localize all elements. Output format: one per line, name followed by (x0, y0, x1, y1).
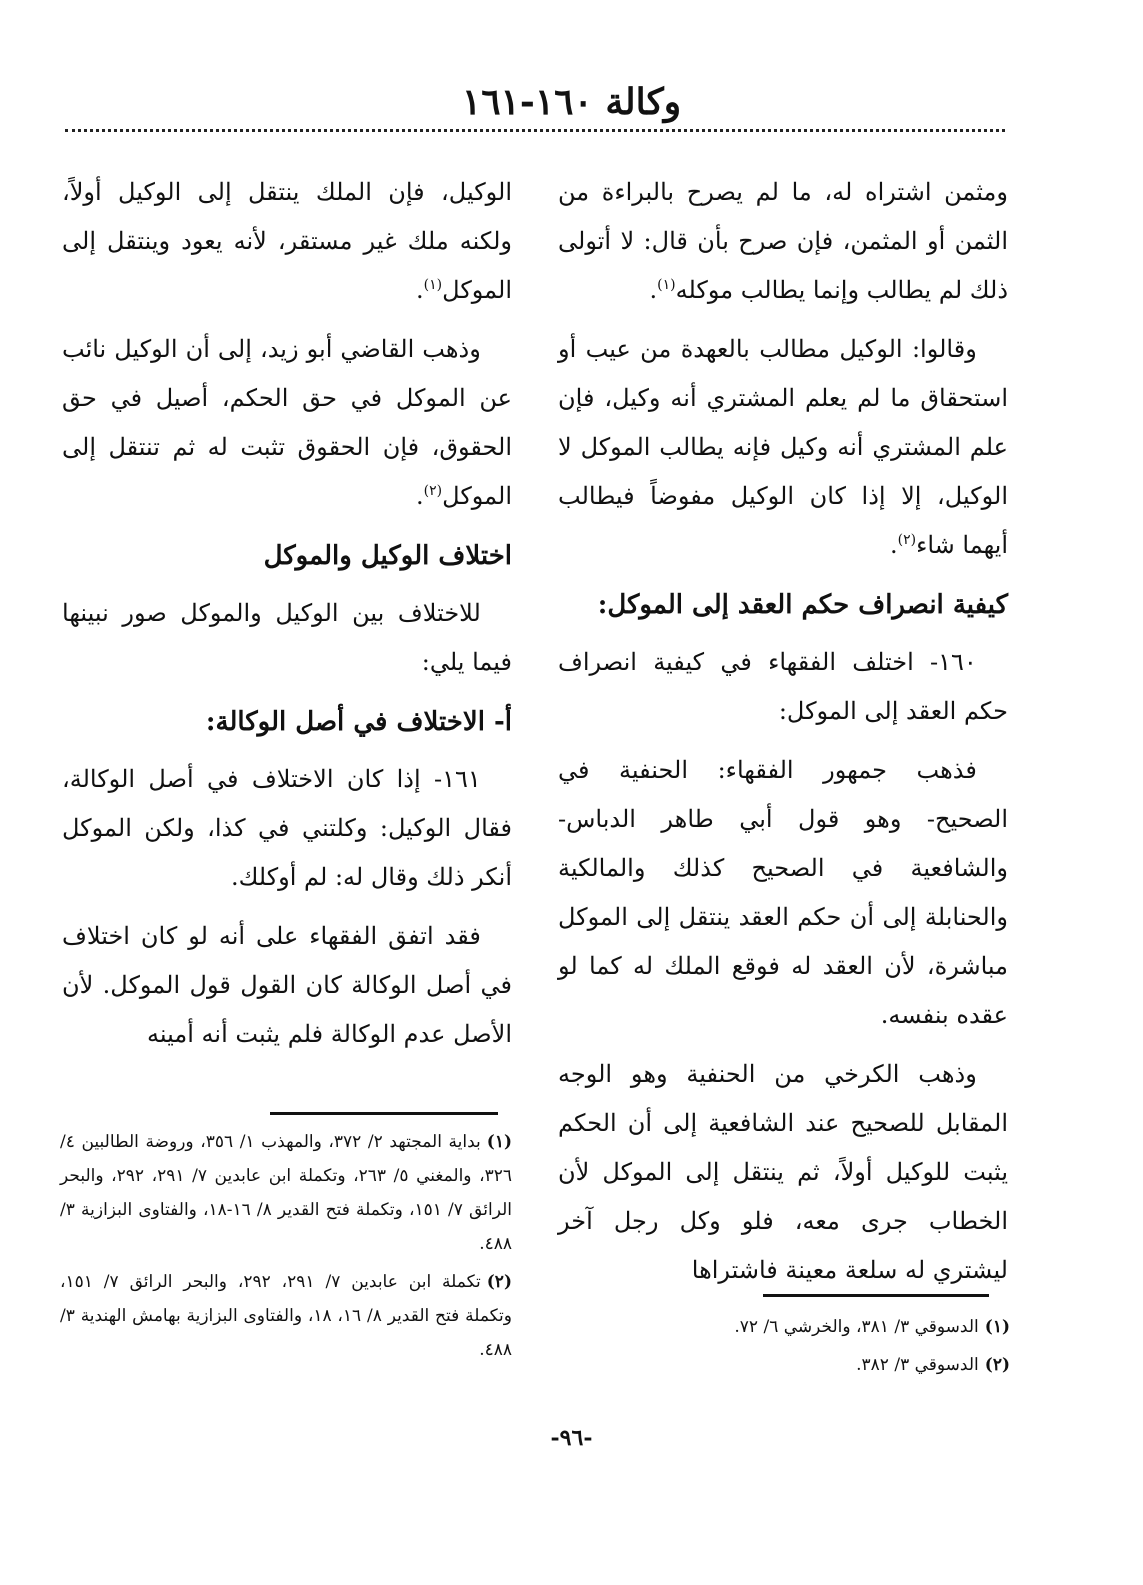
header-dotted-rule (65, 129, 1005, 132)
footnote-separator (270, 1112, 498, 1115)
footnote-number: (١) (486, 1132, 512, 1152)
footnote-text: بداية المجتهد ٢/ ٣٧٢، والمهذب ١/ ٣٥٦، وروضة الطالبين ٤/ ٣٢٦، والمغني ٥/ ٢٦٣، وتكملة ابن عابدين ٧/ ٢٩١، ٢٩٢، والبحر الرائق ٧/ ١٥١، وتكملة فتح القدير ٨/ ١٦-١٨، والفتاوى البزازية ٣/ ٤٨٨. (60, 1132, 512, 1254)
paragraph: للاختلاف بين الوكيل والموكل صور نبينها فيما يلي: (62, 599, 512, 676)
footnote (60, 1125, 512, 1261)
section-heading: كيفية انصراف حكم العقد إلى الموكل: (597, 590, 1008, 620)
footnote-ref: (١) (657, 277, 676, 293)
paragraph: ١٦٠- اختلف الفقهاء في كيفية انصراف حكم العقد إلى الموكل: (558, 648, 1008, 725)
footnote-text: الدسوقي ٣/ ٣٨١، والخرشي ٦/ ٧٢. (734, 1317, 979, 1337)
footnote-ref: (١) (423, 277, 443, 293)
paragraph: فذهب جمهور الفقهاء: الحنفية في الصحيح- وهو قول أبي طاهر الدباس- والشافعية في الصحيح كذلك والمالكية والحنابلة إلى أن حكم العقد ينتقل إلى الموكل مباشرة، لأن العقد له فوقع الملك له كما لو عقده بنفسه. (558, 756, 1008, 1029)
paragraph: ومثمن اشتراه له، ما لم يصرح بالبراءة من الثمن أو المثمن، فإن صرح بأن قال: لا أتولى ذلك لم يطالب وإنما يطالب موكله$^{(١)}$. (558, 178, 1008, 304)
footnote-text: الدسوقي ٣/ ٣٨٢. (856, 1355, 979, 1375)
footnote-ref: (٢) (897, 532, 917, 548)
subsection-heading: أ- الاختلاف في أصل الوكالة: (205, 707, 512, 737)
footnote (560, 1348, 1010, 1382)
paragraph: وقالوا: الوكيل مطالب بالعهدة من عيب أو استحقاق ما لم يعلم المشتري أنه وكيل، فإن علم المشتري أنه وكيل فإنه يطالب الموكل لا الوكيل، إلا إذا كان الوكيل مفوضاً فيطالب أيهما شاء$^{(٢)}$. (558, 335, 1008, 559)
paragraph: وذهب الكرخي من الحنفية وهو الوجه المقابل للصحيح عند الشافعية إلى أن الحكم يثبت للوكيل أولاً، ثم ينتقل إلى الموكل لأن الخطاب جرى معه، فلو وكل رجل آخر ليشتري له سلعة معينة فاشتراها (558, 1060, 1008, 1284)
footnote-text: تكملة ابن عابدين ٧/ ٢٩١، ٢٩٢، والبحر الرائق ٧/ ١٥١، وتكملة فتح القدير ٨/ ١٦، ١٨، والفتاوى البزازية بهامش الهندية ٣/ ٤٨٨. (60, 1272, 512, 1360)
section-heading: اختلاف الوكيل والموكل (263, 541, 512, 571)
footnote-number: (٢) (984, 1355, 1010, 1375)
paragraph: ١٦١- إذا كان الاختلاف في أصل الوكالة، فقال الوكيل: وكلتني في كذا، ولكن الموكل أنكر ذلك وقال له: لم أوكلك. (62, 765, 512, 891)
footnote (60, 1265, 512, 1367)
left-column (62, 168, 512, 1069)
footnotes-right (560, 1310, 1010, 1386)
footnote-number: (٢) (486, 1272, 512, 1292)
footnote-ref: (٢) (423, 483, 443, 499)
paragraph: فقد اتفق الفقهاء على أنه لو كان اختلاف في أصل الوكالة كان القول قول الموكل. لأن الأصل عدم الوكالة فلم يثبت أنه أمينه (62, 922, 512, 1048)
footnote (560, 1310, 1010, 1344)
paragraph: وذهب القاضي أبو زيد، إلى أن الوكيل نائب عن الموكل في حق الحكم، أصيل في حق الحقوق، فإن الحقوق تثبت له ثم تنتقل إلى الموكل$^{(٢)}$. (62, 335, 512, 510)
footnote-separator (763, 1294, 989, 1297)
footnote-number: (١) (984, 1317, 1010, 1337)
paragraph: الوكيل، فإن الملك ينتقل إلى الوكيل أولاً، ولكنه ملك غير مستقر، لأنه يعود وينتقل إلى الموكل$^{(١)}$. (62, 178, 512, 304)
page-number: -٩٦- (550, 1425, 593, 1451)
page-header-title: وكالة ١٦٠-١٦١ (461, 81, 682, 123)
right-column (558, 168, 1008, 1305)
footnotes-left (60, 1125, 512, 1371)
